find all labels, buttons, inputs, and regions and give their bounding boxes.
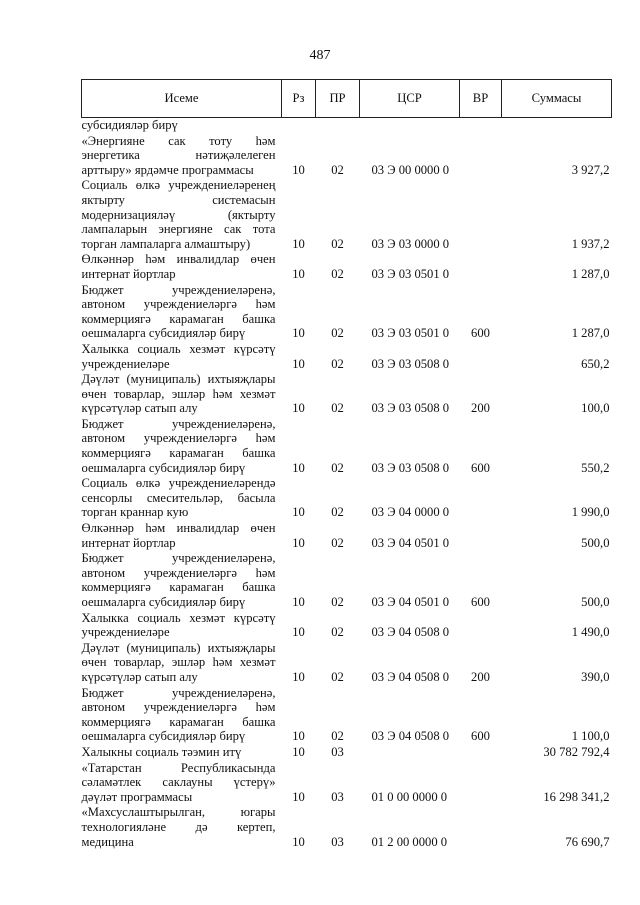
cell-rz: 10	[292, 505, 305, 520]
cell-pr: 02	[331, 729, 344, 744]
cell-rz: 10	[292, 834, 305, 849]
cell-pr: 02	[331, 236, 344, 251]
header-vr: ВР	[460, 80, 502, 118]
table-row	[82, 476, 612, 521]
cell-rz: 10	[292, 744, 305, 759]
cell-pr: 02	[331, 326, 344, 341]
cell-name: «Махсуслаштырылган, югары технологияләне дә кертеп, медицина	[81, 805, 276, 849]
cell-sum: 1 287,0	[571, 326, 610, 341]
cell-sum: 100,0	[581, 401, 610, 416]
cell-name: Дәүләт (муниципаль) ихтыяҗлары өчен товарлар, эшләр һәм хезмәт күрсәтүләр сатып алу	[81, 372, 276, 416]
cell-vr	[460, 611, 502, 641]
cell-rz: 10	[292, 729, 305, 744]
cell-csr: 03 Э 04 0508 0	[371, 625, 450, 640]
cell-vr	[460, 178, 502, 252]
cell-rz: 10	[292, 401, 305, 416]
cell-vr: 200	[471, 401, 490, 416]
table-row	[82, 805, 612, 850]
cell-vr	[460, 521, 502, 551]
cell-csr: 03 Э 03 0508 0	[371, 460, 450, 475]
cell-csr: 03 Э 03 0508 0	[371, 401, 450, 416]
cell-pr: 03	[331, 744, 344, 759]
cell-vr	[460, 134, 502, 179]
cell-rz: 10	[292, 266, 305, 281]
table-row	[82, 134, 612, 179]
cell-pr: 02	[331, 460, 344, 475]
cell-rz: 10	[292, 625, 305, 640]
cell-name: Халыкка социаль хезмәт күрсәтү учреждениеләре	[81, 341, 276, 371]
cell-vr	[460, 805, 502, 850]
cell-csr: 01 0 00 0000 0	[371, 789, 448, 804]
cell-name: Бюджет учреждениеләренә, автоном учреждениеләргә һәм коммерциягә карамаган башка оешмаларга субсидияләр бирү	[81, 416, 276, 475]
cell-name: Социаль өлкә учреждениеләрендә сенсорлы смесительләр, басыла торган краннар кую	[81, 476, 276, 520]
cell-vr	[460, 745, 502, 761]
cell-csr: 03 Э 03 0501 0	[371, 266, 450, 281]
table-row	[82, 761, 612, 806]
cell-vr	[460, 118, 502, 134]
cell-sum: 16 298 341,2	[543, 789, 610, 804]
cell-pr: 02	[331, 669, 344, 684]
cell-csr: 01 2 00 0000 0	[371, 834, 448, 849]
cell-csr	[360, 745, 460, 761]
cell-name: Өлкәннәр һәм инвалидлар өчен интернат йортлар	[81, 252, 276, 281]
cell-sum: 76 690,7	[565, 834, 610, 849]
cell-sum	[502, 118, 612, 134]
cell-sum: 390,0	[581, 669, 610, 684]
cell-csr: 03 Э 04 0508 0	[371, 669, 450, 684]
cell-vr	[460, 761, 502, 806]
cell-name: Халыкны социаль тәэмин итү	[81, 744, 242, 759]
cell-name: Дәүләт (муниципаль) ихтыяҗлары өчен товарлар, эшләр һәм хезмәт күрсәтүләр сатып алу	[81, 640, 276, 684]
header-sum: Суммасы	[502, 80, 612, 118]
cell-pr: 03	[331, 789, 344, 804]
cell-csr: 03 Э 00 0000 0	[371, 162, 450, 177]
cell-name: субсидияләр бирү	[81, 118, 178, 132]
cell-sum: 1 490,0	[571, 625, 610, 640]
page-number: 487	[309, 48, 331, 63]
cell-rz: 10	[292, 595, 305, 609]
cell-csr: 03 Э 04 0508 0	[371, 729, 450, 744]
cell-vr	[460, 476, 502, 521]
table-row	[82, 521, 612, 551]
cell-rz: 10	[292, 162, 305, 177]
cell-name: Халыкка социаль хезмәт күрсәтү учреждениеләре	[81, 610, 276, 640]
cell-sum: 3 927,2	[571, 162, 610, 177]
cell-csr: 03 Э 03 0508 0	[371, 356, 450, 371]
cell-vr: 600	[471, 729, 490, 744]
cell-vr: 600	[471, 595, 490, 609]
cell-sum: 500,0	[581, 535, 610, 550]
table-row	[82, 551, 612, 610]
cell-rz: 10	[292, 669, 305, 684]
cell-vr: 600	[471, 460, 490, 475]
header-pr: ПР	[316, 80, 360, 118]
cell-rz	[282, 118, 316, 134]
cell-pr: 03	[331, 834, 344, 849]
header-name: Исеме	[82, 80, 282, 118]
cell-pr: 02	[331, 535, 344, 550]
cell-vr: 200	[471, 669, 490, 684]
cell-pr: 02	[331, 505, 344, 520]
table-row	[82, 641, 612, 686]
table-row	[82, 283, 612, 342]
cell-pr	[316, 118, 360, 134]
cell-vr	[460, 252, 502, 282]
cell-pr: 02	[331, 162, 344, 177]
cell-csr: 03 Э 04 0501 0	[371, 535, 450, 550]
cell-sum: 1 287,0	[571, 266, 610, 281]
cell-sum: 1 937,2	[571, 236, 610, 251]
cell-sum: 30 782 792,4	[543, 744, 610, 759]
cell-vr	[460, 342, 502, 372]
table-row	[82, 611, 612, 641]
cell-name: «Энергияне сак тоту һәм энергетика нәтиҗәлелеген арттыру» ярдәмче программасы	[81, 133, 276, 177]
cell-rz: 10	[292, 356, 305, 371]
cell-name: Бюджет учреждениеләренә, автоном учреждениеләргә һәм коммерциягә карамаган башка оешмаларга субсидияләр бирү	[81, 282, 276, 341]
cell-rz: 10	[292, 789, 305, 804]
cell-sum: 1 100,0	[571, 729, 610, 744]
cell-pr: 02	[331, 356, 344, 371]
cell-rz: 10	[292, 326, 305, 341]
table-body	[82, 118, 612, 851]
table-row	[82, 686, 612, 745]
cell-pr: 02	[331, 266, 344, 281]
cell-csr	[360, 118, 460, 134]
cell-pr: 02	[331, 595, 344, 609]
cell-csr: 03 Э 04 0000 0	[371, 505, 450, 520]
cell-rz: 10	[292, 460, 305, 475]
table-row	[82, 178, 612, 252]
cell-csr: 03 Э 04 0501 0	[371, 595, 450, 609]
cell-name: Бюджет учреждениеләренә, автоном учреждениеләргә һәм коммерциягә карамаган башка оешмаларга субсидияләр бирү	[81, 685, 276, 744]
header-csr: ЦСР	[360, 80, 460, 118]
cell-pr: 02	[331, 401, 344, 416]
cell-csr: 03 Э 03 0000 0	[371, 236, 450, 251]
header-rz: Рз	[282, 80, 316, 118]
cell-name: Социаль өлкә учреждениеләренең яктырту системасын модернизацияләү (яктырту лампаларын энергияне сак тота торган лампаларга алмаштыру)	[81, 178, 276, 251]
cell-vr: 600	[471, 326, 490, 341]
cell-sum: 550,2	[581, 460, 610, 475]
table-row	[82, 118, 612, 134]
cell-rz: 10	[292, 236, 305, 251]
table-row	[82, 252, 612, 282]
cell-csr: 03 Э 03 0501 0	[371, 326, 450, 341]
table-row	[82, 745, 612, 761]
budget-table	[81, 79, 612, 850]
cell-name: Бюджет учреждениеләренә, автоном учреждениеләргә һәм коммерциягә карамаган башка оешмаларга субсидияләр бирү	[81, 551, 276, 609]
cell-name: Өлкәннәр һәм инвалидлар өчен интернат йортлар	[81, 521, 276, 550]
cell-pr: 02	[331, 625, 344, 640]
table-row	[82, 372, 612, 417]
cell-name: «Татарстан Республикасында сәламәтлек саклауны үстерү» дәүләт программасы	[81, 760, 276, 804]
cell-sum: 500,0	[581, 595, 610, 609]
cell-sum: 1 990,0	[571, 505, 610, 520]
table-row	[82, 417, 612, 476]
cell-rz: 10	[292, 535, 305, 550]
cell-sum: 650,2	[581, 356, 610, 371]
table-row	[82, 342, 612, 372]
table-header-row	[82, 80, 612, 118]
